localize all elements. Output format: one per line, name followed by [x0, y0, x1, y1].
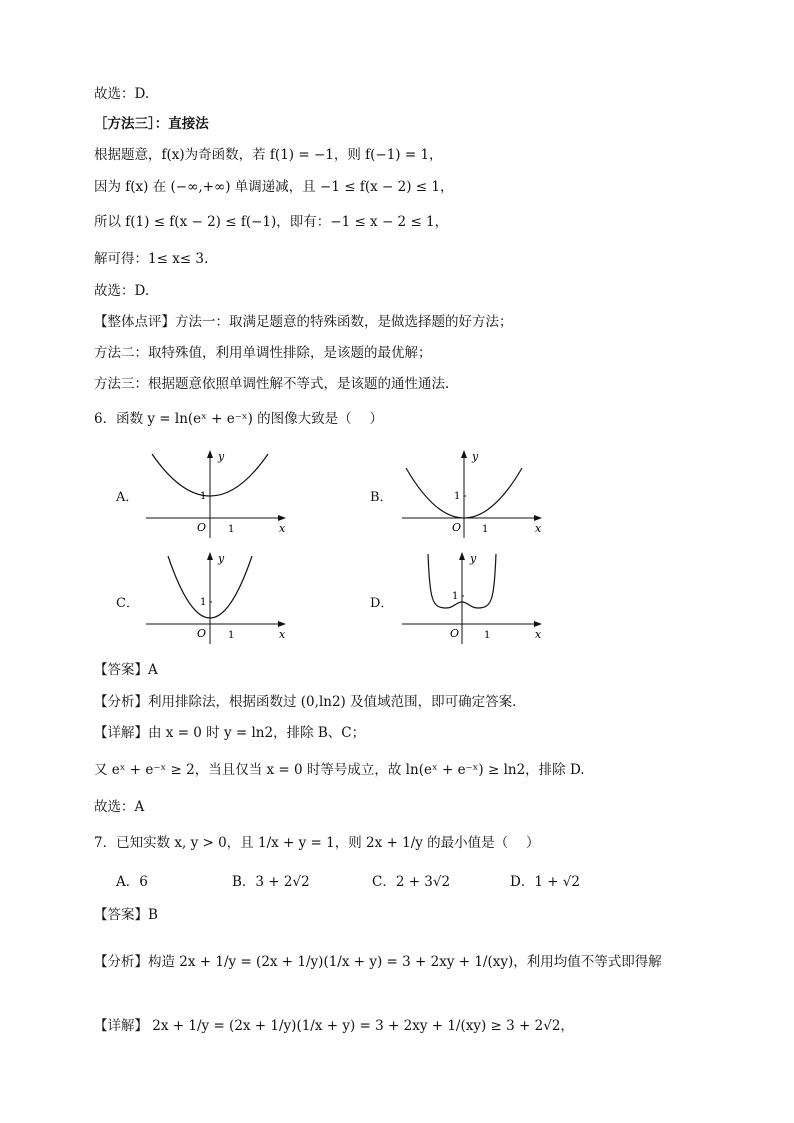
- tick-y-1: 1: [452, 591, 459, 602]
- axis-y-label: y: [218, 450, 225, 463]
- section-heading: ［方法三］：直接法: [94, 116, 209, 132]
- option-c: C．2 + 3√2: [372, 874, 451, 890]
- axis-x-label: x: [535, 628, 542, 641]
- text-line: 故选：D.: [94, 283, 150, 299]
- option-a: A．6: [116, 874, 148, 890]
- tick-x-1: 1: [482, 524, 489, 535]
- option-label: C．: [116, 596, 139, 611]
- option-b: B．3 + 2√2: [232, 874, 310, 890]
- axis-x-label: x: [279, 628, 286, 641]
- question-7: 7．已知实数 x, y > 0，且 1/x + y = 1，则 2x + 1/y 的最小值是（ ）: [94, 835, 540, 851]
- detail-line: 【详解】由 x = 0 时 y = ln2，排除 B、C；: [94, 725, 366, 741]
- text-line: 方法三：根据题意依照单调性解不等式，是该题的通性通法.: [94, 376, 450, 392]
- option-label: B．: [370, 490, 393, 505]
- answer-line: 【答案】A: [94, 662, 158, 678]
- tick-y-1: 1: [454, 491, 461, 502]
- text-line: 根据题意，f(x)为奇函数，若 f(1) = −1，则 f(−1) = 1，: [94, 147, 443, 163]
- text-line: 【整体点评】方法一：取满足题意的特殊函数，是做选择题的好方法；: [94, 314, 513, 330]
- origin-label: O: [450, 627, 460, 640]
- tick-y-1: 1: [200, 597, 207, 608]
- analysis-line: 【分析】构造 2x + 1/y = (2x + 1/y)(1/x + y) = 3 + 2xy + 1/(xy)，利用均值不等式即得解: [94, 954, 662, 970]
- graph-a: [142, 448, 290, 540]
- detail-line: 【详解】 2x + 1/y = (2x + 1/y)(1/x + y) = 3 + 2xy + 1/(xy) ≥ 3 + 2√2，: [94, 1018, 574, 1034]
- text-line: 所以 f(1) ≤ f(x − 2) ≤ f(−1)，即有：−1 ≤ x − 2 ≤ 1，: [94, 214, 449, 230]
- axis-y-label: y: [472, 450, 479, 463]
- text-line: 方法二：取特殊值，利用单调性排除，是该题的最优解；: [94, 345, 432, 361]
- text-line: 故选：D.: [94, 86, 150, 102]
- tick-x-1: 1: [484, 630, 491, 641]
- origin-label: O: [197, 521, 207, 534]
- origin-label: O: [197, 627, 207, 640]
- graph-b: [398, 448, 546, 540]
- axis-y-label: y: [470, 552, 477, 565]
- question-6: 6．函数 y = ln(eˣ + e⁻ˣ) 的图像大致是（ ）: [94, 411, 383, 427]
- text-line: 解可得：1≤ x≤ 3.: [94, 251, 209, 267]
- option-label: D．: [370, 596, 394, 611]
- tick-x-1: 1: [228, 630, 235, 641]
- text-line: 又 eˣ + e⁻ˣ ≥ 2，当且仅当 x = 0 时等号成立，故 ln(eˣ + e⁻ˣ) ≥ ln2，排除 D.: [94, 762, 585, 778]
- origin-label: O: [452, 521, 462, 534]
- graph-d: [398, 550, 546, 646]
- axis-x-label: x: [279, 522, 286, 535]
- tick-x-1: 1: [228, 524, 235, 535]
- text-line: 故选：A: [94, 799, 145, 815]
- analysis-line: 【分析】利用排除法，根据函数过 (0,ln2) 及值域范围，即可确定答案.: [94, 694, 517, 710]
- graph-c: [142, 550, 290, 646]
- answer-line: 【答案】B: [94, 907, 158, 923]
- text-line: 因为 f(x) 在 (−∞,+∞) 单调递减，且 −1 ≤ f(x − 2) ≤ 1，: [94, 179, 454, 195]
- option-label: A．: [116, 490, 139, 505]
- axis-x-label: x: [535, 522, 542, 535]
- axis-y-label: y: [218, 552, 225, 565]
- tick-y-1: 1: [200, 491, 207, 502]
- option-d: D．1 + √2: [510, 874, 580, 890]
